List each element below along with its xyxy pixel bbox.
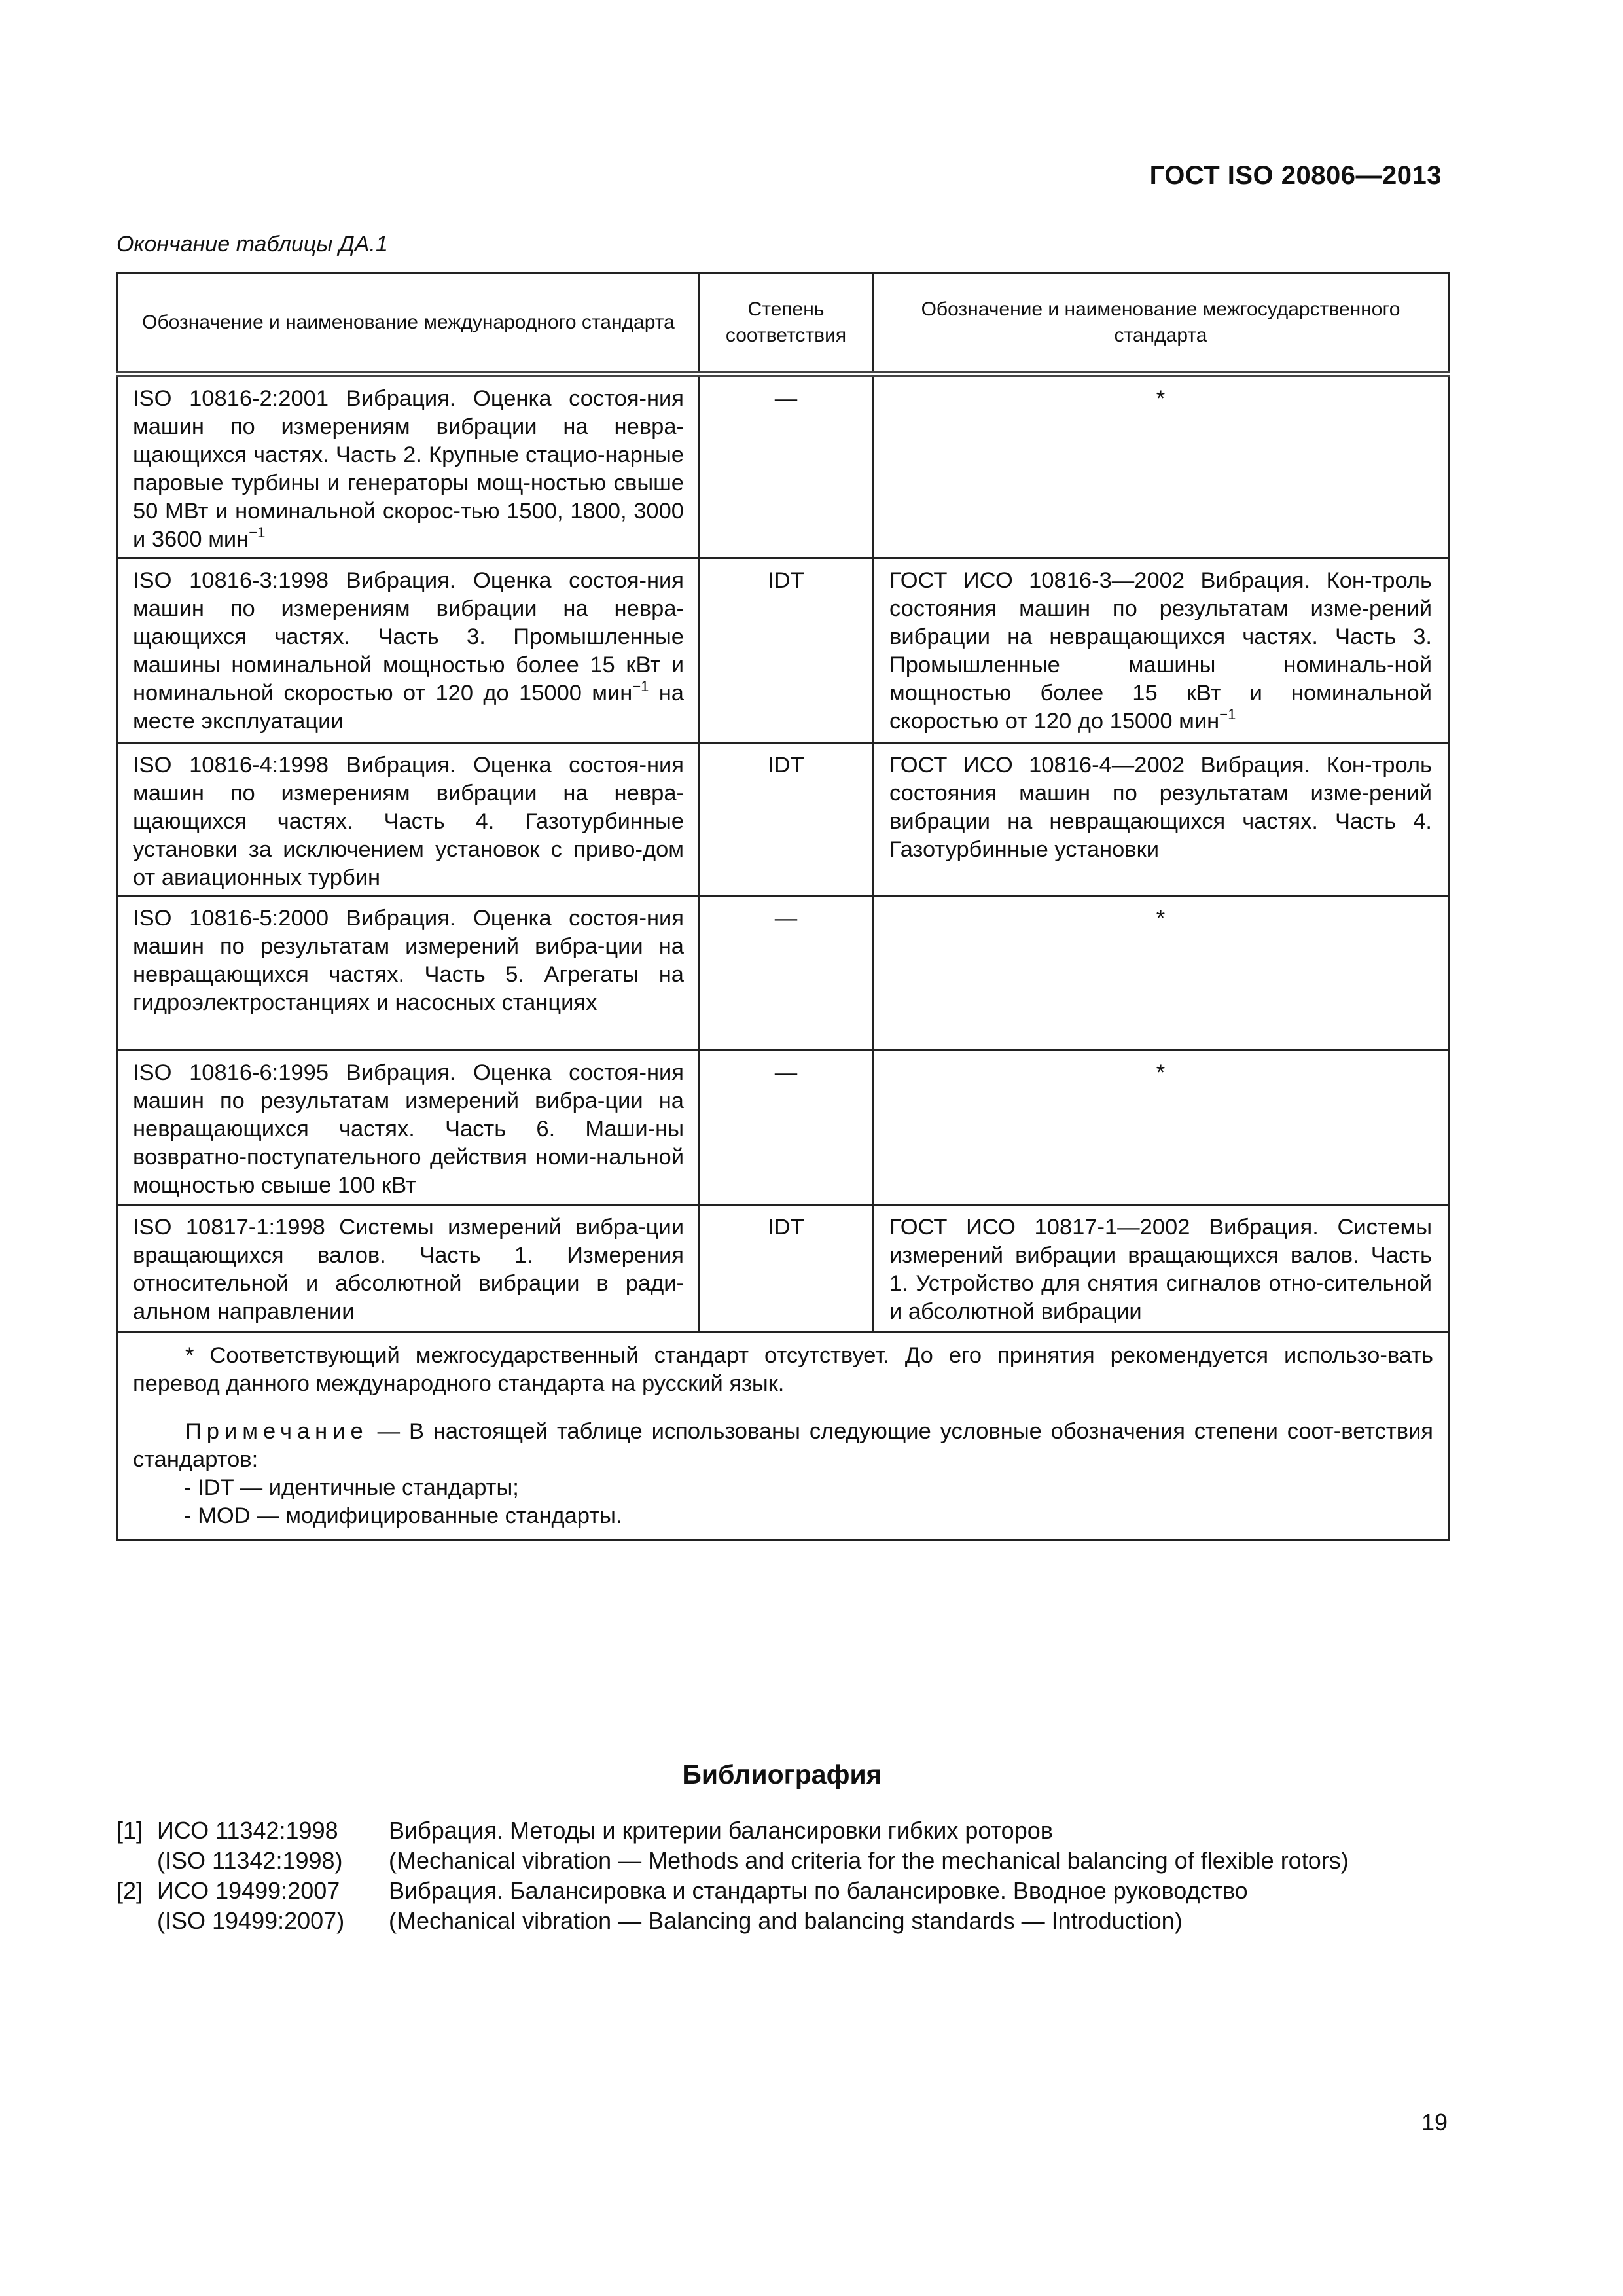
column-header-international: Обозначение и наименование международного стандарта bbox=[118, 274, 700, 374]
standards-table bbox=[116, 272, 1450, 1541]
note-text: — В настоящей таблице использованы следующие условные обозначения степени соот-ветствия стандартов: bbox=[133, 1419, 1433, 1472]
entry-number: [2] bbox=[116, 1877, 143, 1904]
page-number: 19 bbox=[1421, 2109, 1448, 2136]
bibliography-title: Библиография bbox=[682, 1759, 882, 1789]
cell-international-standard: ISO 10816-4:1998 Вибрация. Оценка состоя-ния машин по измерениям вибрации на невра-щающихся частях. Часть 4. Газотурбинные установки за исключением установок с приво-дом от авиационных турбин bbox=[118, 743, 700, 896]
cell-degree: IDT bbox=[700, 1205, 873, 1332]
bibliography-entry-english bbox=[116, 1846, 1349, 1876]
entry-code-english: (ISO 19499:2007) bbox=[157, 1907, 345, 1934]
note-item: - MOD — модифицированные стандарты. bbox=[184, 1503, 622, 1528]
table-row bbox=[118, 743, 1449, 896]
cell-international-standard: ISO 10817-1:1998 Системы измерений вибра-ции вращающихся валов. Часть 1. Измерения относительной и абсолютной вибрации в ради-альном направлении bbox=[118, 1205, 700, 1332]
table-header-row bbox=[118, 274, 1449, 374]
note-label: Примечание bbox=[185, 1419, 368, 1444]
entry-code: ИСО 19499:2007 bbox=[157, 1877, 340, 1904]
note-paragraph bbox=[133, 1418, 1433, 1474]
table-notes bbox=[118, 1332, 1449, 1541]
footnote: * Соответствующий межгосударственный стандарт отсутствует. До его принятия рекомендуется использо-вать перевод данного международного стандарта на русский язык. bbox=[133, 1343, 1433, 1396]
column-header-interstate: Обозначение и наименование межгосударственного стандарта bbox=[873, 274, 1449, 374]
cell-degree: — bbox=[700, 1050, 873, 1205]
entry-number: [1] bbox=[116, 1817, 143, 1844]
table-row bbox=[118, 896, 1449, 1050]
entry-code-english: (ISO 11342:1998) bbox=[157, 1847, 343, 1874]
note-item: - IDT — идентичные стандарты; bbox=[184, 1475, 519, 1500]
entry-title: Вибрация. Балансировка и стандарты по балансировке. Вводное руководство bbox=[389, 1877, 1248, 1904]
cell-interstate-standard: ГОСТ ИСО 10817-1—2002 Вибрация. Системы измерений вибрации вращающихся валов. Часть 1. Устройство для снятия сигналов отно-сительной и абсолютной вибрации bbox=[873, 1205, 1449, 1332]
cell-interstate-standard: ГОСТ ИСО 10816-4—2002 Вибрация. Кон-троль состояния машин по результатам изме-рений вибрации на невращающихся частях. Часть 4. Газотурбинные установки bbox=[873, 743, 1449, 896]
table-notes-row bbox=[118, 1332, 1449, 1541]
table-row bbox=[118, 558, 1449, 743]
table-row bbox=[118, 1050, 1449, 1205]
cell-international-standard: ISO 10816-5:2000 Вибрация. Оценка состоя-ния машин по результатам измерений вибра-ции на невращающихся частях. Часть 5. Агрегаты на гидроэлектростанциях и насосных станциях bbox=[118, 896, 700, 1050]
cell-degree: IDT bbox=[700, 558, 873, 743]
table-row bbox=[118, 1205, 1449, 1332]
entry-title-english: (Mechanical vibration — Balancing and balancing standards — Introduction) bbox=[389, 1907, 1183, 1934]
table-row bbox=[118, 374, 1449, 558]
cell-international-standard: ISO 10816-3:1998 Вибрация. Оценка состоя-ния машин по измерениям вибрации на невра-щающихся частях. Часть 3. Промышленные машины номинальной мощностью более 15 кВт и номинальной скоростью от 120 до 15000 мин$^{-1}$ на месте эксплуатации bbox=[118, 558, 700, 743]
cell-international-standard: ISO 10816-2:2001 Вибрация. Оценка состоя-ния машин по измерениям вибрации на невра-щающихся частях. Часть 2. Крупные стацио-нарные паровые турбины и генераторы мощ-ностью свыше 50 МВт и номинальной скорос-тью 1500, 1800, 3000 и 3600 мин$^{-1}$ bbox=[118, 374, 700, 558]
bibliography-entry bbox=[116, 1816, 1349, 1846]
cell-degree: — bbox=[700, 374, 873, 558]
cell-degree: — bbox=[700, 896, 873, 1050]
cell-interstate-standard: * bbox=[873, 1050, 1449, 1205]
cell-interstate-standard: * bbox=[873, 374, 1449, 558]
bibliography-list bbox=[116, 1816, 1349, 1936]
bibliography-entry bbox=[116, 1876, 1349, 1906]
bibliography-entry-english bbox=[116, 1906, 1349, 1936]
entry-code: ИСО 11342:1998 bbox=[157, 1817, 338, 1844]
cell-degree: IDT bbox=[700, 743, 873, 896]
entry-title-english: (Mechanical vibration — Methods and criteria for the mechanical balancing of flexible rotors) bbox=[389, 1847, 1349, 1874]
cell-interstate-standard: * bbox=[873, 896, 1449, 1050]
cell-interstate-standard: ГОСТ ИСО 10816-3—2002 Вибрация. Кон-троль состояния машин по результатам изме-рений вибрации на невращающихся частях. Часть 3. Промышленные машины номиналь-ной мощностью более 15 кВт и номинальной скоростью от 120 до 15000 мин$^{-1}$ bbox=[873, 558, 1449, 743]
column-header-degree: Степень соответствия bbox=[700, 274, 873, 374]
table-caption: Окончание таблицы ДА.1 bbox=[116, 232, 388, 257]
cell-international-standard: ISO 10816-6:1995 Вибрация. Оценка состоя-ния машин по результатам измерений вибра-ции на невращающихся частях. Часть 6. Маши-ны возвратно-поступательного действия номи-нальной мощностью свыше 100 кВт bbox=[118, 1050, 700, 1205]
document-code: ГОСТ ISO 20806—2013 bbox=[1149, 161, 1442, 190]
entry-title: Вибрация. Методы и критерии балансировки гибких роторов bbox=[389, 1817, 1053, 1844]
